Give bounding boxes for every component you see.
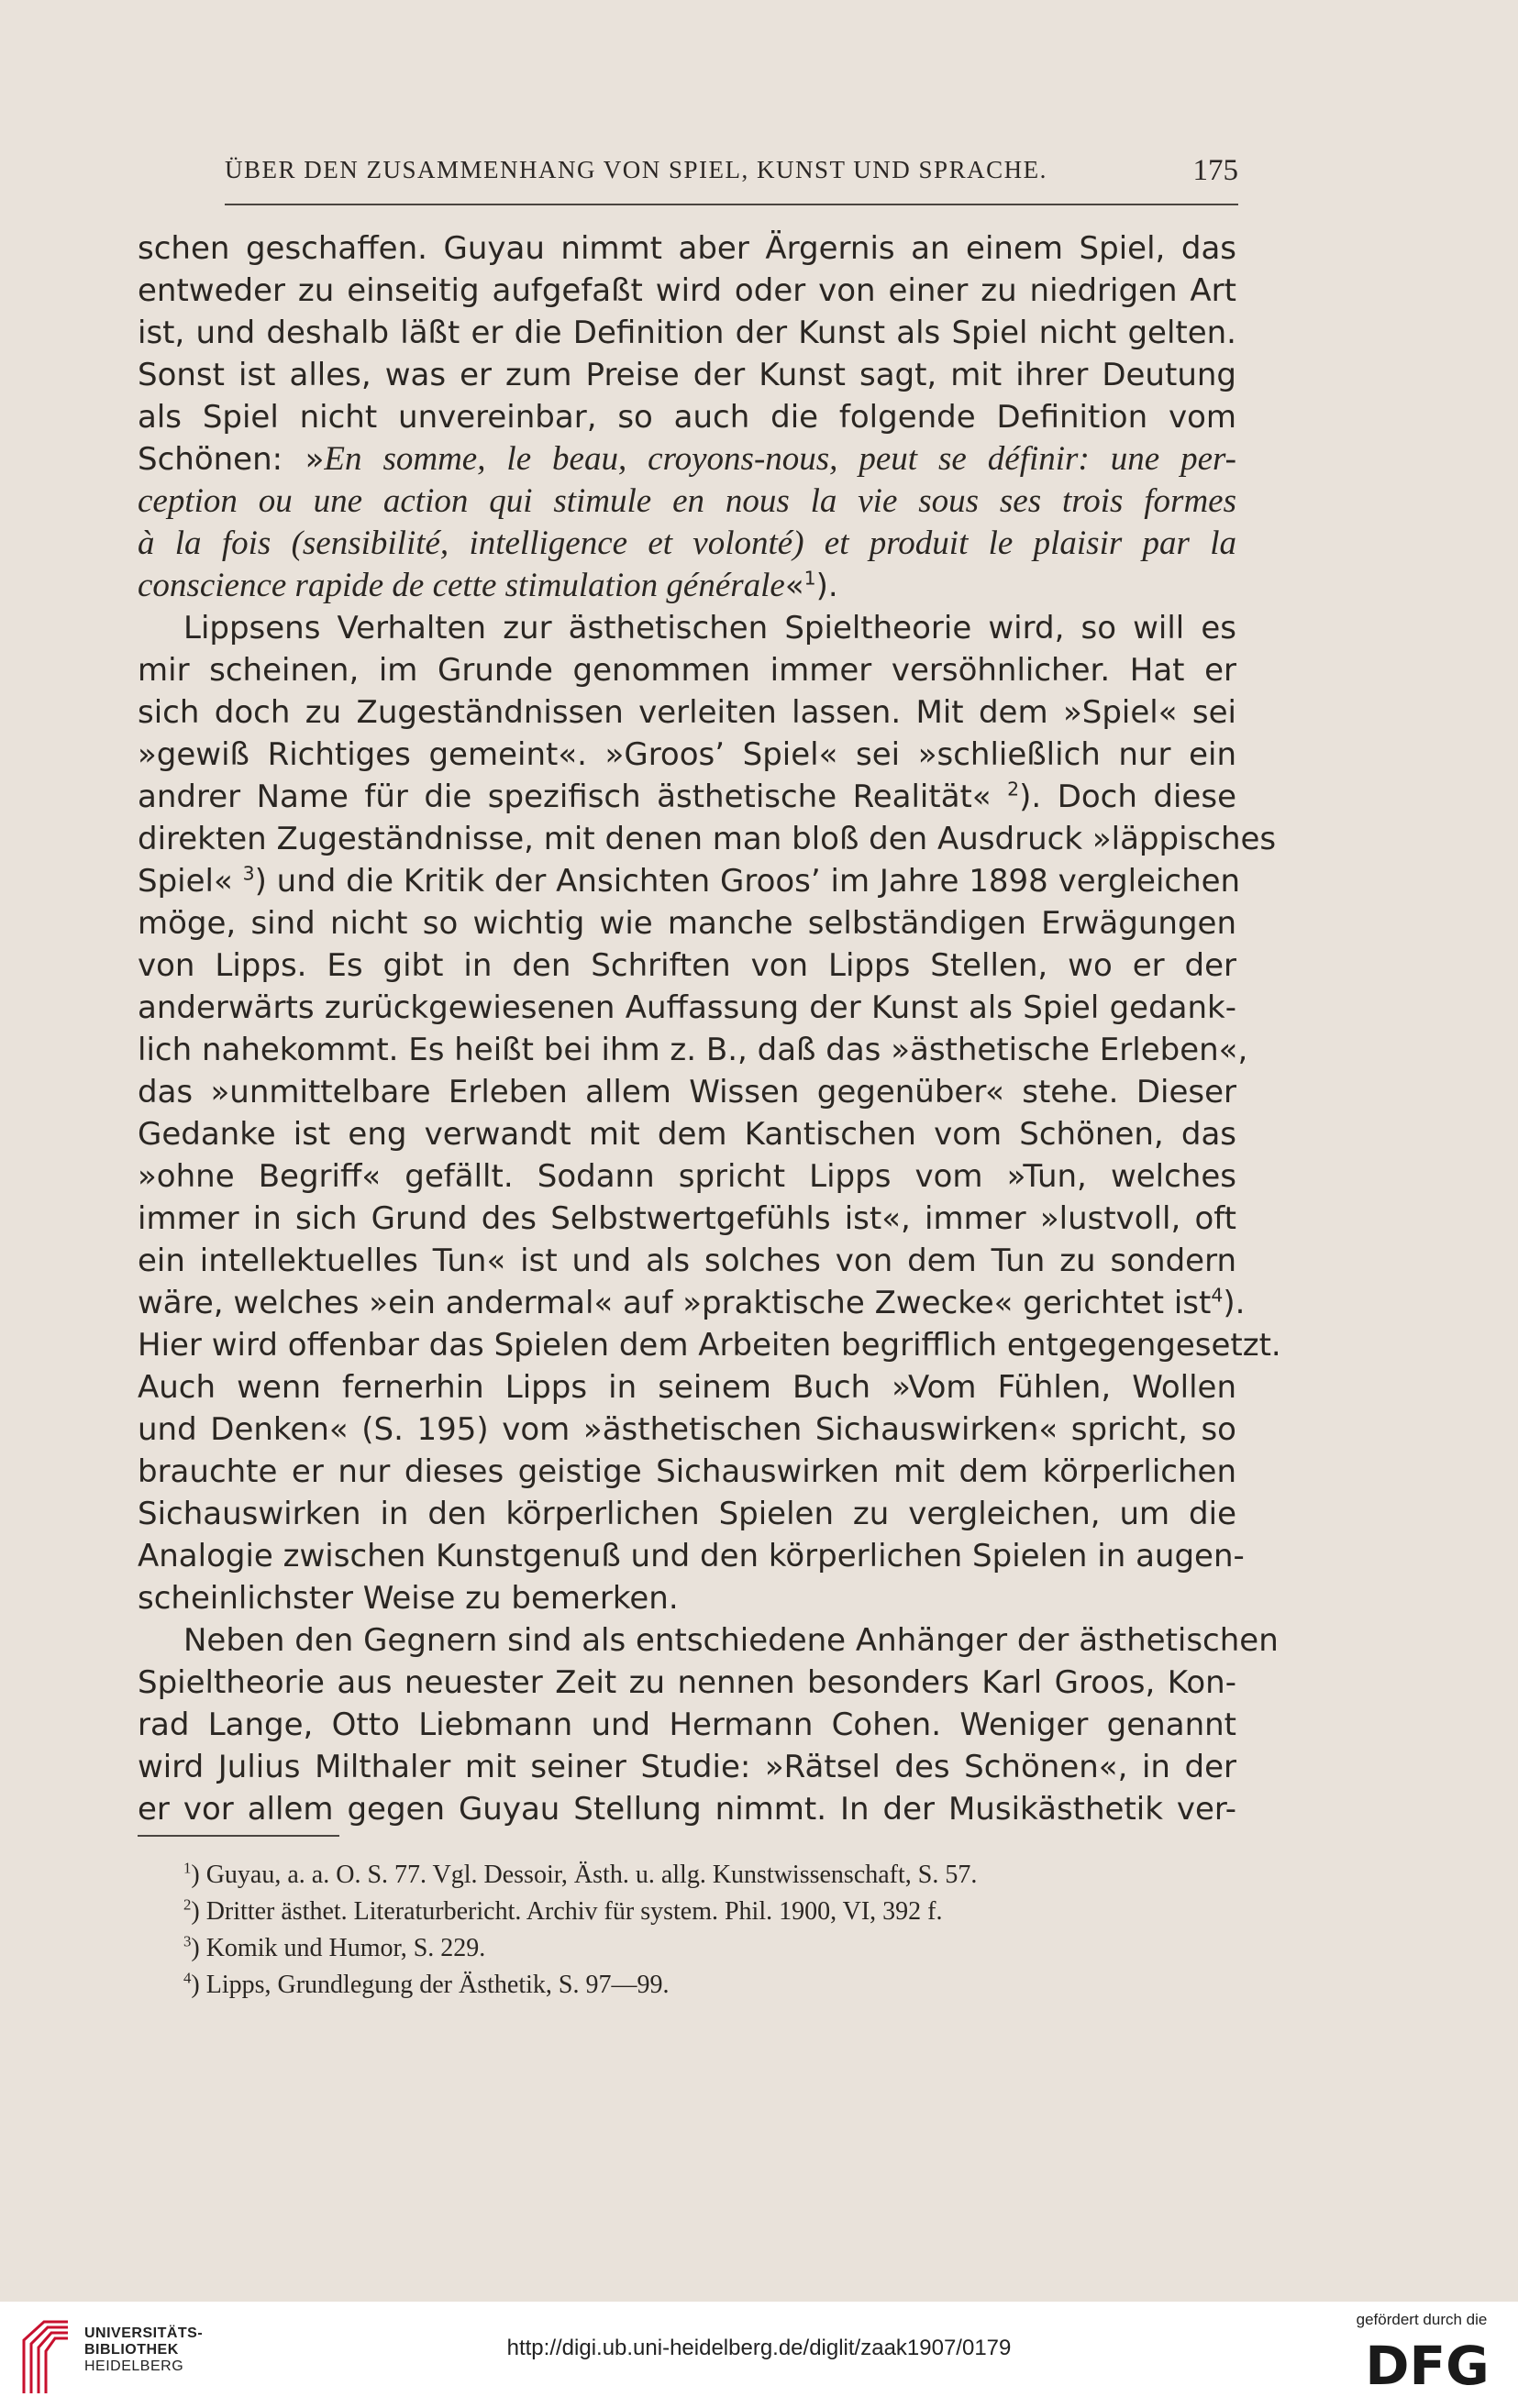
text-run: conscience rapide de cette stimulation générale — [138, 567, 785, 604]
text-line — [138, 607, 1236, 649]
text-line — [138, 691, 1236, 734]
text-run: ). — [1223, 1285, 1246, 1321]
text-run: Auch wenn fernerhin Lipps in seinem Buch »Vom Fühlen, Wollen — [138, 1369, 1236, 1406]
text-line — [138, 1324, 1281, 1366]
text-run: Sonst ist alles, was er zum Preise der Kunst sagt, mit ihrer Deutung — [138, 357, 1236, 393]
footnote-text: ) Lipps, Grundlegung der Ästhetik, S. 97—99. — [191, 1971, 670, 1999]
footnote — [183, 1967, 1238, 2004]
text-run: wäre, welches »ein andermal« auf »praktische Zwecke« gerichtet ist — [138, 1285, 1212, 1321]
text-line — [138, 1198, 1236, 1240]
body-text — [138, 227, 1281, 1830]
text-run: rad Lange, Otto Liebmann und Hermann Cohen. Weniger genannt — [138, 1707, 1236, 1743]
text-line — [138, 1366, 1236, 1408]
text-line — [138, 1788, 1236, 1830]
page-number: 175 — [1192, 154, 1238, 187]
footnotes — [183, 1857, 1238, 2004]
text-line — [138, 1535, 1245, 1577]
funder-caption: gefördert durch die — [1356, 2311, 1488, 2328]
text-run: wird Julius Milthaler mit seiner Studie: »Rätsel des Schönen«, in der — [138, 1749, 1236, 1785]
text-line — [138, 270, 1236, 312]
footnote-ref: 4 — [1211, 1284, 1224, 1307]
dfg-logo-text: DFG — [1365, 2335, 1490, 2397]
text-line — [138, 1746, 1236, 1788]
footnote-ref: 1 — [803, 567, 816, 590]
running-header — [225, 156, 1238, 205]
footnote-number: 1 — [183, 1859, 192, 1877]
text-line — [138, 1577, 1236, 1619]
text-run: brauchte er nur dieses geistige Sichauswirken mit dem körperlichen — [138, 1453, 1236, 1490]
text-run: lich nahekommt. Es heißt bei ihm z. B., daß das »ästhetische Erleben«, — [138, 1032, 1248, 1068]
text-run: und Denken« (S. 195) vom »ästhetischen Sichauswirken« spricht, so — [138, 1411, 1236, 1448]
text-run: Neben den Gegnern sind als entschiedene Anhänger der ästhetischen — [183, 1622, 1279, 1659]
text-run: mir scheinen, im Grunde genommen immer versöhnlicher. Hat er — [138, 652, 1236, 689]
text-run: direkten Zugeständnisse, mit denen man bloß den Ausdruck »läppisches — [138, 821, 1277, 857]
footnote — [183, 1857, 1238, 1894]
text-line — [138, 1704, 1236, 1746]
text-line — [138, 1113, 1236, 1155]
text-line — [138, 227, 1236, 270]
text-run: immer in sich Grund des Selbstwertgefühls ist«, immer »lustvoll, oft — [138, 1200, 1236, 1237]
text-run: ). Doch diese — [1019, 779, 1236, 815]
footnote-rule — [138, 1835, 339, 1837]
footnote-number: 2 — [183, 1895, 192, 1914]
text-run: ). — [815, 568, 838, 604]
text-line — [138, 523, 1236, 565]
text-line — [138, 944, 1236, 987]
text-run: sich doch zu Zugeständnissen verleiten lassen. Mit dem »Spiel« sei — [138, 694, 1236, 731]
library-name-line: HEIDELBERG — [84, 2358, 184, 2374]
text-line — [138, 860, 1241, 902]
text-run: Schönen: » — [138, 441, 325, 478]
footnote-text: ) Komik und Humor, S. 229. — [191, 1934, 486, 1962]
footnote — [183, 1894, 1238, 1930]
text-run: ein intellektuelles Tun« ist und als solches von dem Tun zu sondern — [138, 1243, 1236, 1279]
text-line — [138, 438, 1236, 480]
text-line — [138, 1071, 1236, 1113]
text-run: ist, und deshalb läßt er die Definition der Kunst als Spiel nicht gelten. — [138, 315, 1236, 351]
text-run: ) und die Kritik der Ansichten Groos’ im Jahre 1898 vergleichen — [254, 863, 1241, 900]
text-run: schen geschaffen. Guyau nimmt aber Ärgernis an einem Spiel, das — [138, 230, 1236, 267]
text-line — [138, 1155, 1236, 1198]
dfg-logo-icon — [1354, 2335, 1501, 2397]
text-run: anderwärts zurückgewiesenen Auffassung der Kunst als Spiel gedank- — [138, 989, 1236, 1026]
text-line — [138, 1408, 1236, 1451]
text-line — [138, 1282, 1246, 1324]
text-run: En somme, le beau, croyons-nous, peut se définir: une per- — [324, 440, 1236, 478]
text-run: möge, sind nicht so wichtig wie manche selbständigen Erwägungen — [138, 905, 1236, 942]
running-title: ÜBER DEN ZUSAMMENHANG VON SPIEL, KUNST UND SPRACHE. — [225, 156, 1047, 183]
text-line — [138, 776, 1236, 818]
text-line — [138, 734, 1236, 776]
footnote-ref: 3 — [242, 862, 255, 885]
text-line — [138, 818, 1277, 860]
text-run: entweder zu einseitig aufgefaßt wird oder von einer zu niedrigen Art — [138, 272, 1236, 309]
library-name-line: UNIVERSITÄTS- — [84, 2325, 204, 2341]
text-run: von Lipps. Es gibt in den Schriften von Lipps Stellen, wo er der — [138, 947, 1236, 984]
text-line — [138, 565, 1236, 607]
text-run: er vor allem gegen Guyau Stellung nimmt. In der Musikästhetik ver- — [138, 1791, 1236, 1828]
text-run: Spieltheorie aus neuester Zeit zu nennen besonders Karl Groos, Kon- — [138, 1664, 1236, 1701]
text-run: andrer Name für die spezifisch ästhetische Realität« — [138, 779, 1008, 815]
library-name-line: BIBLIOTHEK — [84, 2342, 179, 2358]
footnote-ref: 2 — [1007, 778, 1020, 801]
text-run: Analogie zwischen Kunstgenuß und den körperlichen Spielen in augen- — [138, 1538, 1245, 1574]
footnote-number: 3 — [183, 1932, 192, 1950]
text-run: Spiel« — [138, 863, 243, 900]
text-run: Hier wird offenbar das Spielen dem Arbeiten begrifflich entgegengesetzt. — [138, 1327, 1281, 1364]
text-line — [138, 354, 1236, 396]
text-line — [138, 902, 1236, 944]
footnote-number: 4 — [183, 1969, 192, 1987]
text-line — [138, 649, 1236, 691]
text-line — [138, 1451, 1236, 1493]
text-run: Sichauswirken in den körperlichen Spielen zu vergleichen, um die — [138, 1496, 1236, 1532]
permalink[interactable]: http://digi.ub.uni-heidelberg.de/diglit/zaak1907/0179 — [506, 2336, 1012, 2360]
text-line — [138, 987, 1236, 1029]
text-run: à la fois (sensibilité, intelligence et volonté) et produit le plaisir par la — [138, 525, 1236, 562]
footnote-text: ) Guyau, a. a. O. S. 77. Vgl. Dessoir, Ästh. u. allg. Kunstwissenschaft, S. 57. — [191, 1861, 978, 1889]
footnote — [183, 1930, 1238, 1967]
text-run: Lippsens Verhalten zur ästhetischen Spieltheorie wird, so will es — [183, 610, 1236, 646]
text-line — [138, 480, 1236, 523]
text-run: das »unmittelbare Erleben allem Wissen gegenüber« stehe. Dieser — [138, 1074, 1236, 1110]
text-line — [138, 396, 1236, 438]
text-line — [138, 1029, 1248, 1071]
text-line — [138, 312, 1236, 354]
text-run: scheinlichster Weise zu bemerken. — [138, 1580, 679, 1617]
text-run: »gewiß Richtiges gemeint«. »Groos’ Spiel« sei »schließlich nur ein — [138, 736, 1236, 773]
text-run: »ohne Begriff« gefällt. Sodann spricht Lipps vom »Tun, welches — [138, 1158, 1236, 1195]
footnote-text: ) Dritter ästhet. Literaturbericht. Archiv für system. Phil. 1900, VI, 392 f. — [191, 1897, 943, 1926]
text-line — [138, 1662, 1236, 1704]
text-line — [138, 1619, 1279, 1662]
text-run: als Spiel nicht unvereinbar, so auch die folgende Definition vom — [138, 399, 1236, 436]
text-line — [138, 1240, 1236, 1282]
text-line — [138, 1493, 1236, 1535]
text-run: Gedanke ist eng verwandt mit dem Kantischen vom Schönen, das — [138, 1116, 1236, 1153]
text-run: « — [784, 568, 804, 604]
text-run: ception ou une action qui stimule en nous la vie sous ses trois formes — [138, 482, 1236, 520]
